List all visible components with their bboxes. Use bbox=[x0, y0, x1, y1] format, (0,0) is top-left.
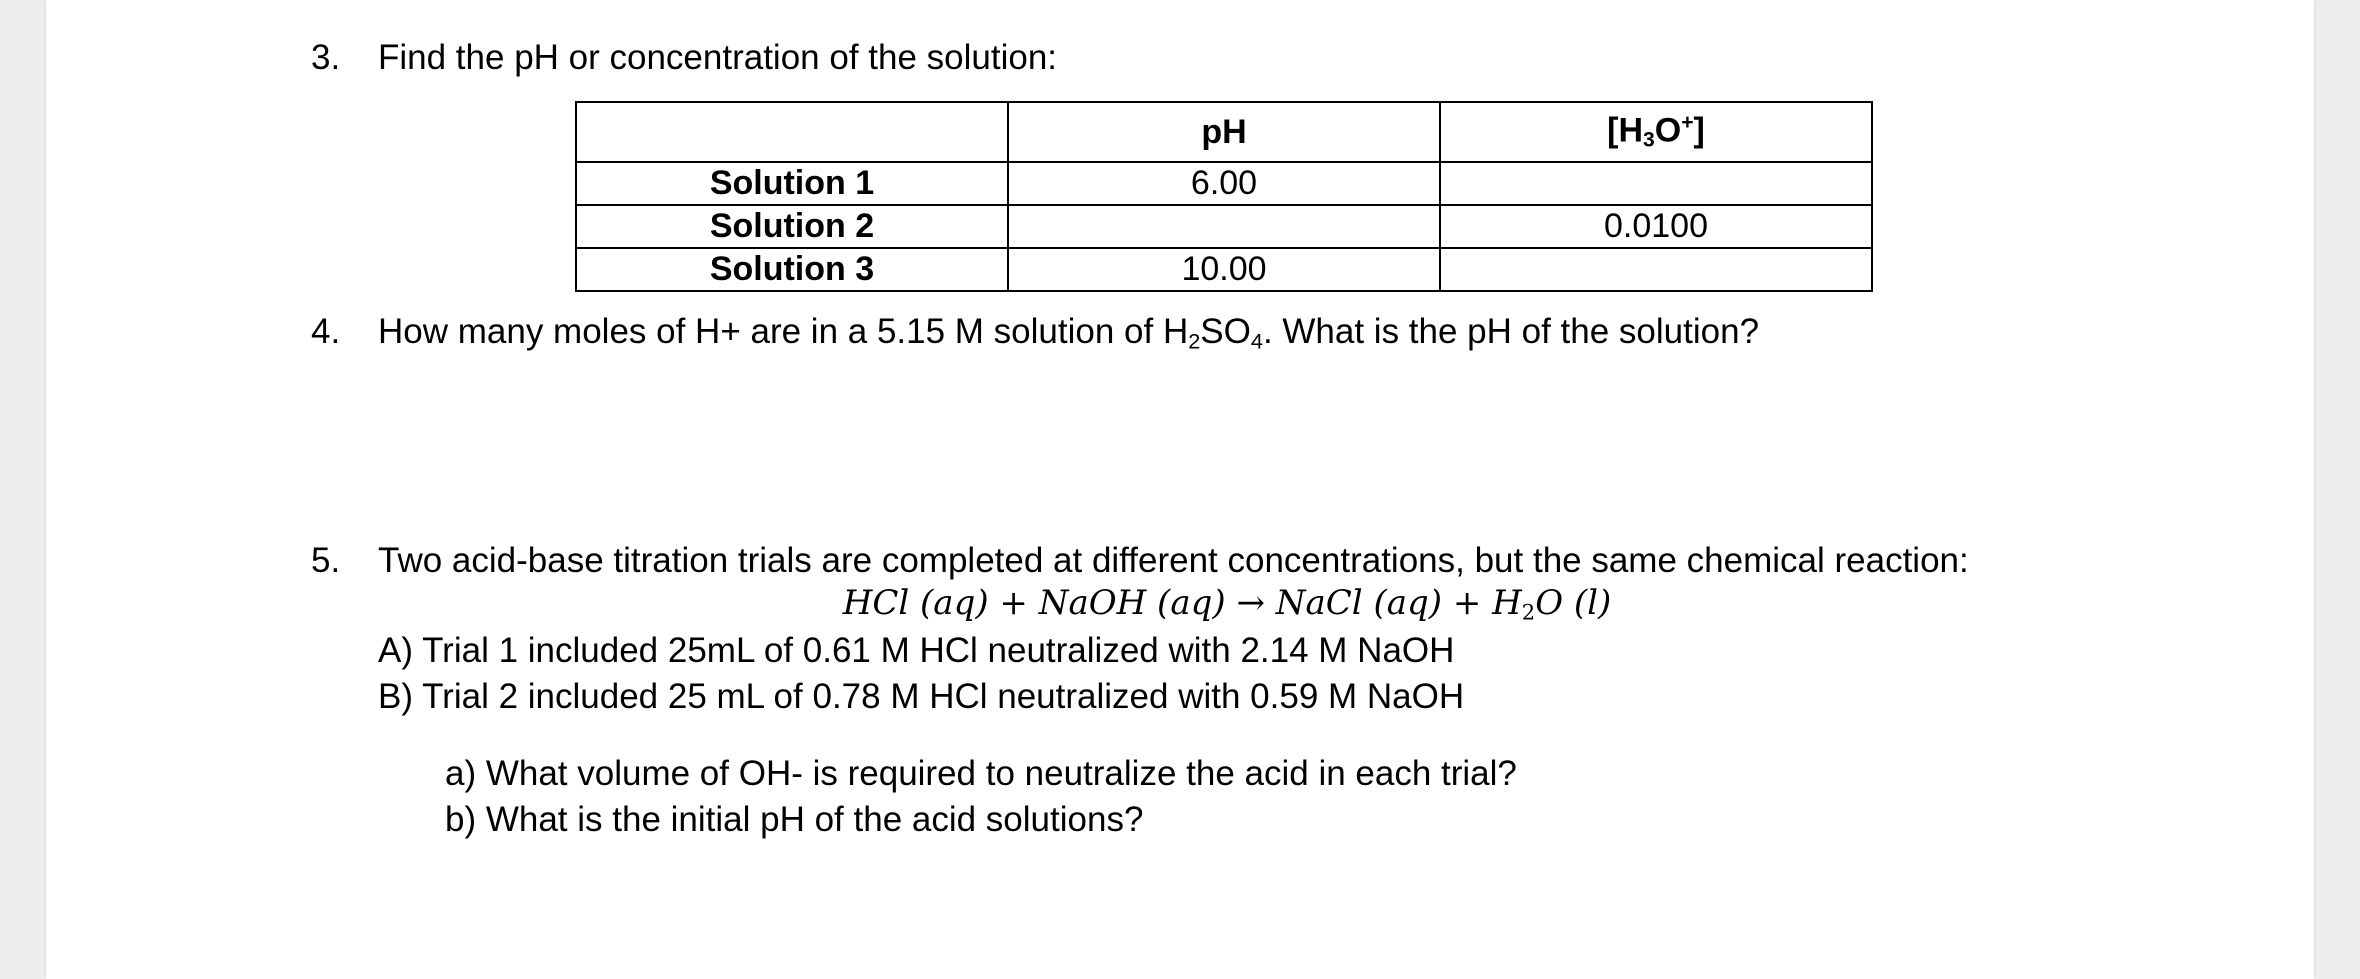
h3o-sub: 3 bbox=[1643, 128, 1655, 152]
question-3-number: 3. bbox=[311, 38, 341, 77]
ph-table bbox=[575, 101, 1873, 292]
row-h3o bbox=[1440, 248, 1872, 291]
equation-arrow: → bbox=[1236, 583, 1265, 623]
q4-text-before: How many moles of H+ are in a 5.15 M solution of H bbox=[378, 312, 1189, 351]
row-ph: 6.00 bbox=[1008, 162, 1440, 205]
reaction-equation bbox=[46, 583, 2314, 624]
table-row bbox=[576, 162, 1872, 205]
row-ph: 10.00 bbox=[1008, 248, 1440, 291]
question-5-number: 5. bbox=[311, 541, 341, 580]
trial-a-text: A) Trial 1 included 25mL of 0.61 M HCl neutralized with 2.14 M NaOH bbox=[378, 631, 1455, 670]
row-h3o bbox=[1440, 162, 1872, 205]
table-header-h3o bbox=[1440, 102, 1872, 162]
subquestion-a-text: a) What volume of OH- is required to neutralize the acid in each trial? bbox=[445, 754, 1517, 793]
subquestion-b-text: b) What is the initial pH of the acid solutions? bbox=[445, 800, 1144, 839]
h3o-close: ] bbox=[1693, 111, 1705, 150]
q4-text-mid: SO bbox=[1200, 312, 1251, 351]
equation-sub-2: 2 bbox=[1521, 599, 1536, 625]
q4-text-after: . What is the pH of the solution? bbox=[1262, 312, 1760, 351]
equation-left: HCl (aq) + NaOH (aq) bbox=[842, 583, 1226, 623]
equation-right-after: O (l) bbox=[1535, 583, 1612, 623]
row-ph bbox=[1008, 205, 1440, 248]
row-h3o: 0.0100 bbox=[1440, 205, 1872, 248]
table-header-empty bbox=[576, 102, 1008, 162]
question-3-text: Find the pH or concentration of the solution: bbox=[378, 38, 1058, 77]
table-header-ph: pH bbox=[1008, 102, 1440, 162]
trial-b-text: B) Trial 2 included 25 mL of 0.78 M HCl neutralized with 0.59 M NaOH bbox=[378, 677, 1465, 716]
h3o-sup: + bbox=[1681, 111, 1694, 134]
h3o-o: O bbox=[1654, 111, 1682, 150]
question-4-text bbox=[378, 312, 1759, 354]
question-4-number: 4. bbox=[311, 312, 341, 351]
table-row bbox=[576, 248, 1872, 291]
row-label: Solution 3 bbox=[576, 248, 1008, 291]
h3o-open: [H bbox=[1607, 111, 1644, 150]
row-label: Solution 2 bbox=[576, 205, 1008, 248]
table-header-row bbox=[576, 102, 1872, 162]
table-row bbox=[576, 205, 1872, 248]
row-label: Solution 1 bbox=[576, 162, 1008, 205]
q4-sub-4: 4 bbox=[1250, 328, 1263, 354]
question-5-text: Two acid-base titration trials are completed at different concentrations, but the same chemical reaction: bbox=[378, 541, 1969, 580]
q4-sub-2: 2 bbox=[1188, 328, 1201, 354]
document-page bbox=[46, 0, 2314, 979]
equation-right: NaCl (aq) + H bbox=[1275, 583, 1522, 623]
